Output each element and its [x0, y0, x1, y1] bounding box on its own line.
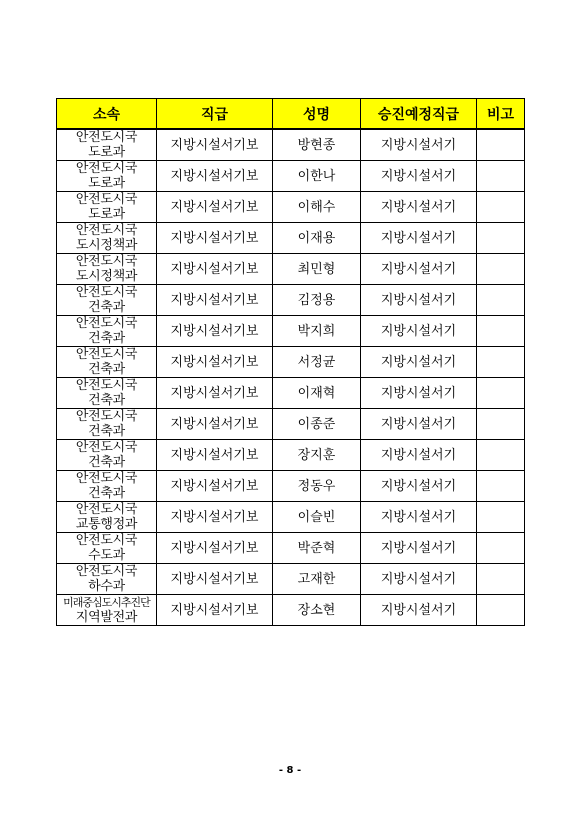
table-row: [57, 378, 525, 409]
header-row: [57, 99, 525, 130]
dept-line2: 도시정책과: [75, 238, 138, 253]
cell-promotion: 지방시설서기: [361, 440, 477, 471]
cell-rank: 지방시설서기보: [157, 161, 273, 192]
cell-dept: [57, 440, 157, 471]
cell-note: [477, 347, 525, 378]
table-header: [57, 99, 525, 130]
table-row: [57, 471, 525, 502]
cell-promotion: 지방시설서기: [361, 316, 477, 347]
cell-note: [477, 192, 525, 223]
table-row: [57, 129, 525, 161]
cell-promotion: 지방시설서기: [361, 471, 477, 502]
dept-line1: 안전도시국: [75, 223, 138, 238]
dept-line1: 안전도시국: [75, 316, 138, 331]
dept-line1: 안전도시국: [75, 347, 138, 362]
table-row: [57, 316, 525, 347]
cell-promotion: 지방시설서기: [361, 285, 477, 316]
dept-line1: 안전도시국: [75, 409, 138, 424]
table-row: [57, 440, 525, 471]
cell-name: 박준혁: [273, 533, 361, 564]
table-row: [57, 192, 525, 223]
dept-line2: 교통행정과: [75, 517, 138, 532]
cell-name: 고재한: [273, 564, 361, 595]
table-row: [57, 223, 525, 254]
cell-dept: [57, 129, 157, 161]
cell-dept: [57, 192, 157, 223]
cell-dept: [57, 378, 157, 409]
table-row: [57, 347, 525, 378]
cell-dept: [57, 254, 157, 285]
dept-line1: 미래중심도시추진단: [63, 596, 150, 609]
cell-promotion: 지방시설서기: [361, 409, 477, 440]
cell-promotion: 지방시설서기: [361, 254, 477, 285]
table-row: [57, 595, 525, 626]
cell-promotion: 지방시설서기: [361, 161, 477, 192]
cell-name: 이슬빈: [273, 502, 361, 533]
cell-rank: 지방시설서기보: [157, 378, 273, 409]
dept-line2: 건축과: [88, 331, 125, 346]
cell-rank: 지방시설서기보: [157, 129, 273, 161]
cell-note: [477, 254, 525, 285]
cell-dept: [57, 347, 157, 378]
table-row: [57, 502, 525, 533]
cell-rank: 지방시설서기보: [157, 502, 273, 533]
cell-rank: 지방시설서기보: [157, 254, 273, 285]
cell-name: 장소현: [273, 595, 361, 626]
header-note: 비고: [477, 99, 525, 130]
cell-name: 이한나: [273, 161, 361, 192]
header-name: 성명: [273, 99, 361, 130]
cell-dept: [57, 471, 157, 502]
cell-note: [477, 378, 525, 409]
table-row: [57, 161, 525, 192]
cell-dept: [57, 564, 157, 595]
dept-line2: 지역발전과: [75, 610, 138, 625]
dept-line1: 안전도시국: [75, 471, 138, 486]
cell-name: 방현종: [273, 129, 361, 161]
cell-note: [477, 223, 525, 254]
cell-dept: [57, 285, 157, 316]
cell-rank: 지방시설서기보: [157, 192, 273, 223]
dept-line1: 안전도시국: [75, 533, 138, 548]
dept-line1: 안전도시국: [75, 502, 138, 517]
cell-promotion: 지방시설서기: [361, 378, 477, 409]
dept-line2: 수도과: [88, 548, 125, 563]
cell-promotion: 지방시설서기: [361, 502, 477, 533]
cell-rank: 지방시설서기보: [157, 347, 273, 378]
cell-rank: 지방시설서기보: [157, 564, 273, 595]
dept-line1: 안전도시국: [75, 440, 138, 455]
dept-line2: 건축과: [88, 424, 125, 439]
cell-note: [477, 471, 525, 502]
cell-note: [477, 129, 525, 161]
cell-note: [477, 316, 525, 347]
cell-name: 이재혁: [273, 378, 361, 409]
dept-line1: 안전도시국: [75, 192, 138, 207]
dept-line2: 도시정책과: [75, 269, 138, 284]
cell-dept: [57, 502, 157, 533]
cell-dept: [57, 533, 157, 564]
dept-line2: 도로과: [88, 207, 125, 222]
promotion-roster-table: [56, 98, 525, 626]
cell-name: 박지희: [273, 316, 361, 347]
table-row: [57, 533, 525, 564]
cell-name: 이종준: [273, 409, 361, 440]
dept-line1: 안전도시국: [75, 161, 138, 176]
cell-rank: 지방시설서기보: [157, 440, 273, 471]
dept-line2: 하수과: [88, 579, 125, 594]
cell-promotion: 지방시설서기: [361, 533, 477, 564]
cell-name: 이해수: [273, 192, 361, 223]
cell-promotion: 지방시설서기: [361, 129, 477, 161]
dept-line1: 안전도시국: [75, 254, 138, 269]
cell-name: 이재용: [273, 223, 361, 254]
table-row: [57, 254, 525, 285]
cell-note: [477, 440, 525, 471]
table-row: [57, 564, 525, 595]
dept-line2: 건축과: [88, 393, 125, 408]
cell-rank: 지방시설서기보: [157, 316, 273, 347]
cell-promotion: 지방시설서기: [361, 564, 477, 595]
cell-rank: 지방시설서기보: [157, 533, 273, 564]
cell-dept: [57, 409, 157, 440]
cell-note: [477, 595, 525, 626]
dept-line1: 안전도시국: [75, 285, 138, 300]
page-number: - 8 -: [278, 765, 302, 776]
cell-promotion: 지방시설서기: [361, 223, 477, 254]
dept-line2: 도로과: [88, 176, 125, 191]
cell-note: [477, 409, 525, 440]
cell-promotion: 지방시설서기: [361, 595, 477, 626]
table-row: [57, 409, 525, 440]
header-rank: 직급: [157, 99, 273, 130]
dept-line2: 건축과: [88, 362, 125, 377]
cell-dept: [57, 161, 157, 192]
dept-line2: 건축과: [88, 455, 125, 470]
cell-rank: 지방시설서기보: [157, 595, 273, 626]
cell-note: [477, 533, 525, 564]
dept-line1: 안전도시국: [75, 564, 138, 579]
header-dept: 소속: [57, 99, 157, 130]
cell-name: 김정용: [273, 285, 361, 316]
dept-line1: 안전도시국: [75, 378, 138, 393]
table-body: [57, 129, 525, 626]
cell-name: 서정균: [273, 347, 361, 378]
header-promotion: 승진예정직급: [361, 99, 477, 130]
cell-name: 최민형: [273, 254, 361, 285]
cell-promotion: 지방시설서기: [361, 192, 477, 223]
table-row: [57, 285, 525, 316]
dept-line2: 도로과: [88, 145, 125, 160]
dept-line2: 건축과: [88, 486, 125, 501]
cell-rank: 지방시설서기보: [157, 285, 273, 316]
cell-promotion: 지방시설서기: [361, 347, 477, 378]
cell-rank: 지방시설서기보: [157, 223, 273, 254]
cell-dept: [57, 595, 157, 626]
dept-line2: 건축과: [88, 300, 125, 315]
cell-note: [477, 502, 525, 533]
cell-name: 장지훈: [273, 440, 361, 471]
dept-line1: 안전도시국: [75, 130, 138, 145]
cell-rank: 지방시설서기보: [157, 409, 273, 440]
cell-note: [477, 564, 525, 595]
cell-note: [477, 161, 525, 192]
cell-name: 정동우: [273, 471, 361, 502]
cell-dept: [57, 223, 157, 254]
cell-note: [477, 285, 525, 316]
cell-rank: 지방시설서기보: [157, 471, 273, 502]
cell-dept: [57, 316, 157, 347]
